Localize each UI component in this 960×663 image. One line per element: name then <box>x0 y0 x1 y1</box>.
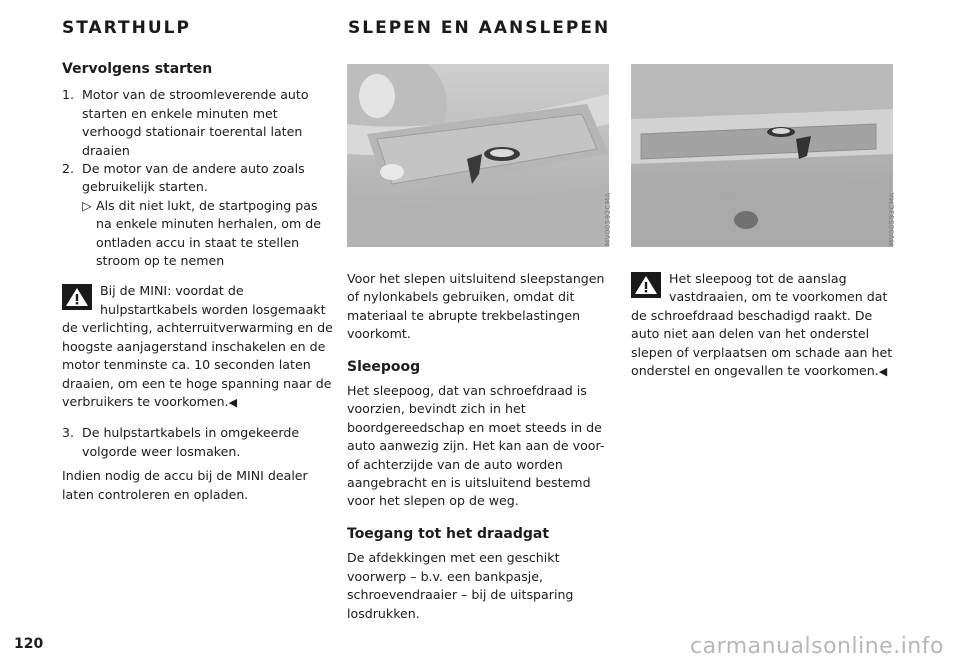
warning-block-right <box>631 270 893 381</box>
section-title-starthulp: STARTHULP <box>62 18 191 38</box>
step-2-text: De motor van de andere auto zoals gebruikelijk starten. <box>82 161 305 195</box>
section-title-slepen: SLEPEN EN AANSLEPEN <box>348 18 611 38</box>
closing-paragraph: Indien nodig de accu bij de MINI dealer laten controleren en opladen. <box>62 468 308 502</box>
warning-text-left: Bij de MINI: voordat de hulpstartkabels worden losgemaakt de verlichting, achterruitverwarming en de hoogste aanjagerstand inschakelen en de motor tenminste ca. 10 seconden laten draaien, om een te hoge spanning naar de verbruikers te voorkomen. <box>62 283 333 409</box>
step-1-text: Motor van de stroomleverende auto starten en enkele minuten met verhoogd stationair toerental laten draaien <box>82 87 309 158</box>
photo-1-code: MV00592CMA <box>604 192 612 246</box>
subtitle-sleepoog: Sleepoog <box>347 358 421 375</box>
photo-rear-tow-hook <box>631 64 893 247</box>
page-number: 120 <box>14 636 44 652</box>
sleepoog-text: Het sleepoog, dat van schroefdraad is voorzien, bevindt zich in het boordgereedschap en moet steeds in de auto aanwezig zijn. Het kan aan de voor- of achterzijde van de auto worden aangebracht en is uitsluitend bestemd voor het slepen op de weg. <box>347 383 605 509</box>
right-column <box>631 270 893 381</box>
step-3 <box>62 424 337 461</box>
middle-column <box>347 270 619 623</box>
end-marker-icon-right: ◀ <box>878 365 888 379</box>
towing-intro: Voor het slepen uitsluitend sleepstangen of nylonkabels gebruiken, omdat dit materiaal te abrupte trekbelastingen voorkomt. <box>347 271 605 342</box>
warning-icon-right <box>631 272 661 298</box>
triangle-marker-icon: ▷ <box>82 197 92 213</box>
step-2-number: 2. <box>62 161 75 177</box>
step-3-text: De hulpstartkabels in omgekeerde volgorde weer losmaken. <box>82 425 300 459</box>
step-2-subitem <box>62 197 337 271</box>
step-2-subitem-text: Als dit niet lukt, de startpoging pas na enkele minuten herhalen, om de ontladen accu in staat te stellen stroom op te nemen <box>96 197 322 269</box>
step-1-number: 1. <box>62 87 75 103</box>
photo-front-tow-hook <box>347 64 609 247</box>
step-3-number: 3. <box>62 425 75 441</box>
subtitle-vervolgens-starten: Vervolgens starten <box>62 61 213 77</box>
warning-text-right: Het sleepoog tot de aanslag vastdraaien, om te voorkomen dat de schroefdraad beschadigd raakt. De auto niet aan delen van het onderstel slepen of verplaatsen om schade aan het onderstel en ongevallen te voorkomen. <box>631 271 893 379</box>
watermark: carmanualsonline.info <box>690 634 944 659</box>
subtitle-draadgat: Toegang tot het draadgat <box>347 525 550 542</box>
warning-icon <box>62 284 92 310</box>
photo-2-code: MV00593CMA <box>888 192 896 246</box>
warning-block-left <box>62 282 337 412</box>
step-2 <box>62 160 337 197</box>
step-1 <box>62 86 337 160</box>
end-marker-icon: ◀ <box>228 395 238 409</box>
draadgat-text: De afdekkingen met een geschikt voorwerp – b.v. een bankpasje, schroevendraaier – bij de uitsparing losdrukken. <box>347 550 574 621</box>
left-column <box>62 60 337 504</box>
